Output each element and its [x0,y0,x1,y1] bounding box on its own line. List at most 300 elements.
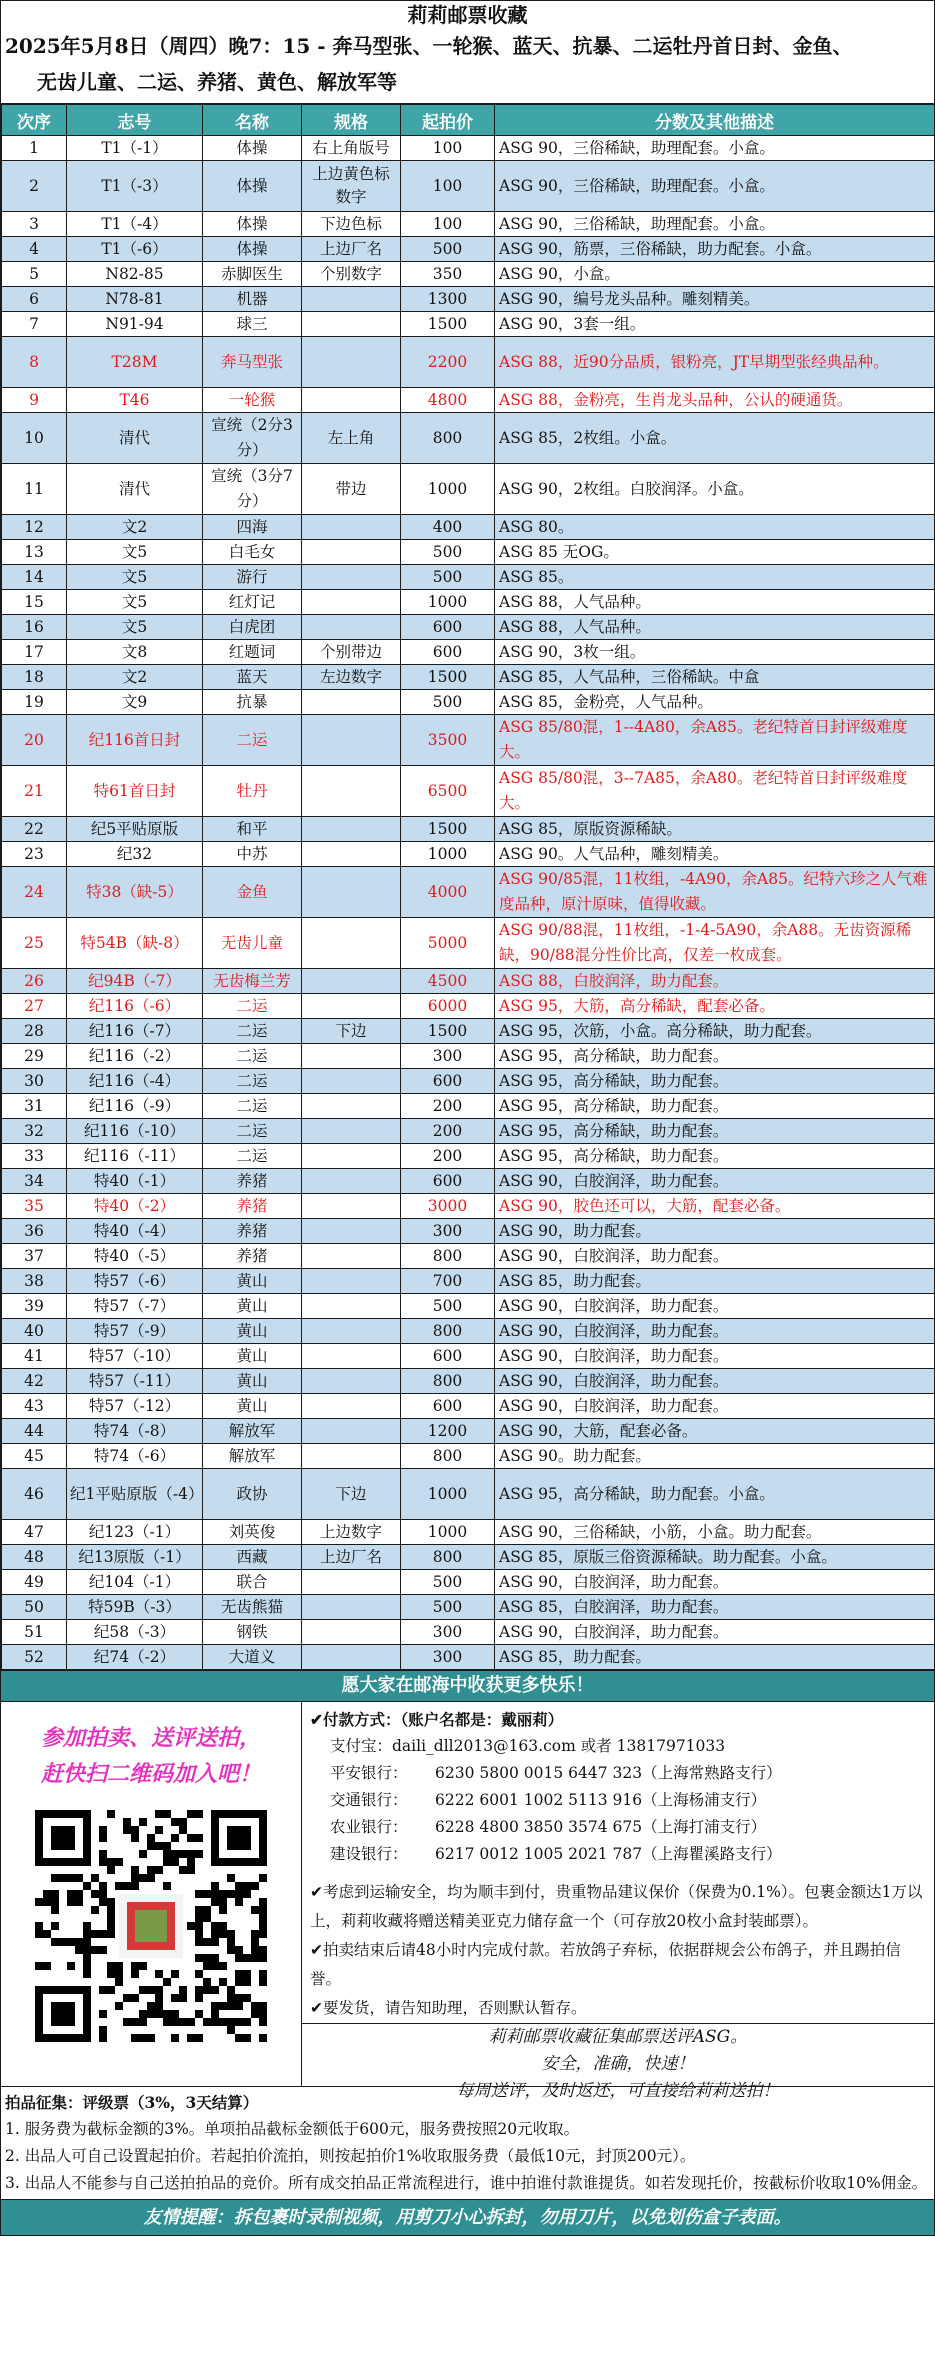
lot-start-price: 500 [401,540,495,565]
lot-start-price: 200 [401,1144,495,1169]
lot-start-price: 500 [401,565,495,590]
lot-name: 和平 [203,817,302,842]
column-header-spec: 规格 [302,105,401,136]
alipay-line: 支付宝：daili_dll2013@163.com 或者 13817971033 [330,1737,726,1755]
lot-description: ASG 88，金粉亮，生肖龙头品种，公认的硬通货。 [495,388,935,413]
lot-number: 44 [2,1419,67,1444]
lot-start-price: 1500 [401,817,495,842]
lot-spec [302,1394,401,1419]
lot-description: ASG 90/88混，11枚组，-1-4-5A90，余A88。无齿资源稀缺，90/88混分性价比高，仅差一枚成套。 [495,918,935,969]
lot-code: 纪1平贴原版（-4） [67,1469,203,1520]
lot-spec [302,1570,401,1595]
lot-code: 纪116（-10） [67,1119,203,1144]
lot-name: 一轮猴 [203,388,302,413]
lot-spec [302,842,401,867]
lot-spec [302,766,401,817]
lot-code: 纪58（-3） [67,1620,203,1645]
lot-description: ASG 90。人气品种，雕刻精美。 [495,842,935,867]
lot-name: 红题词 [203,640,302,665]
lot-start-price: 1000 [401,1469,495,1520]
lot-code: T1（-1） [67,136,203,161]
lot-start-price: 600 [401,615,495,640]
lot-description: ASG 90/85混，11枚组，-4A90，余A85。纪特六珍之人气难度品种，原汁原味，值得收藏。 [495,867,935,918]
lot-name: 养猪 [203,1169,302,1194]
lot-spec: 下边 [302,1469,401,1520]
lot-spec [302,1094,401,1119]
table-row [2,262,935,287]
lot-name: 刘英俊 [203,1520,302,1545]
lot-code: 纪116（-7） [67,1019,203,1044]
lot-start-price: 600 [401,640,495,665]
lot-start-price: 1300 [401,287,495,312]
lot-description: ASG 88，白胶润泽，助力配套。 [495,969,935,994]
lot-name: 黄山 [203,1319,302,1344]
qr-invite-text [1,1702,301,1792]
slogan-line2: 安全，准确，快速！ [541,2054,695,2074]
lot-spec [302,615,401,640]
lot-description: ASG 85，助力配套。 [495,1269,935,1294]
lot-start-price: 3000 [401,1194,495,1219]
table-row [2,1244,935,1269]
lot-spec [302,1369,401,1394]
lot-number: 31 [2,1094,67,1119]
lot-spec: 上边厂名 [302,1545,401,1570]
lot-description: ASG 85，2枚组。小盒。 [495,413,935,464]
payment-deadline-note: ✔拍卖结束后请48小时内完成付款。若放鸽子弃标，依据群规会公布鸽子，并且踢拍信誉。 [310,1941,901,1988]
lot-spec [302,515,401,540]
bank-account: 6222 6001 1002 5113 916（上海杨浦支行） [435,1791,767,1809]
lot-description: ASG 90，白胶润泽，助力配套。 [495,1369,935,1394]
lot-code: 特57（-7） [67,1294,203,1319]
bank-label: 农业银行： [330,1818,408,1836]
lot-name: 白毛女 [203,540,302,565]
lot-code: 文5 [67,565,203,590]
table-row [2,237,935,262]
lot-name: 宣统（2分3分） [203,413,302,464]
lot-description: ASG 90，筋票，三俗稀缺，助力配套。小盒。 [495,237,935,262]
lot-number: 39 [2,1294,67,1319]
table-row [2,1545,935,1570]
table-row [2,1645,935,1670]
rules-heading: 拍品征集：评级票（3%，3天结算） [5,2093,259,2112]
lot-description: ASG 95，高分稀缺，助力配套。 [495,1094,935,1119]
lot-name: 二运 [203,994,302,1019]
lot-spec [302,565,401,590]
lot-spec [302,1269,401,1294]
lot-description: ASG 80。 [495,515,935,540]
lot-number: 6 [2,287,67,312]
lot-name: 红灯记 [203,590,302,615]
lot-name: 养猪 [203,1244,302,1269]
lot-description: ASG 85/80混，3--7A85，余A80。老纪特首日封评级难度大。 [495,766,935,817]
lot-number: 50 [2,1595,67,1620]
lot-name: 牡丹 [203,766,302,817]
table-row [2,817,935,842]
lot-number: 8 [2,337,67,388]
lot-start-price: 600 [401,1069,495,1094]
lot-name: 蓝天 [203,665,302,690]
lot-code: 特40（-1） [67,1169,203,1194]
lot-description: ASG 88，人气品种。 [495,590,935,615]
lot-spec [302,1620,401,1645]
lots-table [1,104,935,1670]
lot-code: 特40（-5） [67,1244,203,1269]
lot-description: ASG 95，高分稀缺，助力配套。 [495,1119,935,1144]
lot-spec [302,994,401,1019]
lot-description: ASG 85，助力配套。 [495,1645,935,1670]
lot-start-price: 200 [401,1119,495,1144]
lot-description: ASG 90，助力配套。 [495,1219,935,1244]
table-row [2,1294,935,1319]
lot-start-price: 6500 [401,766,495,817]
lot-code: 纪123（-1） [67,1520,203,1545]
lot-start-price: 2200 [401,337,495,388]
table-row [2,918,935,969]
lot-spec [302,1069,401,1094]
lot-start-price: 6000 [401,994,495,1019]
lot-spec: 左上角 [302,413,401,464]
table-row [2,1319,935,1344]
lot-code: 特54B（缺-8） [67,918,203,969]
table-row [2,690,935,715]
header [1,1,934,104]
lot-name: 金鱼 [203,867,302,918]
lot-name: 养猪 [203,1219,302,1244]
lot-number: 27 [2,994,67,1019]
lot-description: ASG 95，次筋，小盒。高分稀缺，助力配套。 [495,1019,935,1044]
table-row [2,464,935,515]
lot-start-price: 5000 [401,918,495,969]
lot-description: ASG 90，白胶润泽，助力配套。 [495,1394,935,1419]
lot-code: N78-81 [67,287,203,312]
lot-code: 纪13原版（-1） [67,1545,203,1570]
lot-start-price: 300 [401,1219,495,1244]
slogan-line1: 莉莉邮票收藏征集邮票送评ASG。 [488,2027,748,2047]
lot-spec [302,690,401,715]
lot-number: 14 [2,565,67,590]
lot-number: 9 [2,388,67,413]
lot-start-price: 500 [401,1294,495,1319]
qr-code-icon [35,1810,267,2042]
lot-code: 文9 [67,690,203,715]
lot-spec [302,388,401,413]
lot-spec [302,1194,401,1219]
lot-code: 纪116（-11） [67,1144,203,1169]
lot-code: 文2 [67,665,203,690]
lot-name: 二运 [203,1144,302,1169]
lot-description: ASG 90，三俗稀缺，助理配套。小盒。 [495,161,935,212]
lot-number: 51 [2,1620,67,1645]
lot-start-price: 600 [401,1394,495,1419]
table-body [2,136,935,1670]
lot-number: 3 [2,212,67,237]
lot-name: 无齿梅兰芳 [203,969,302,994]
lot-description: ASG 90，三俗稀缺，助理配套。小盒。 [495,136,935,161]
lot-spec [302,867,401,918]
lot-number: 19 [2,690,67,715]
lot-spec [302,1419,401,1444]
lot-name: 黄山 [203,1394,302,1419]
lot-spec [302,1595,401,1620]
lot-name: 奔马型张 [203,337,302,388]
lot-spec: 下边 [302,1019,401,1044]
lot-code: 文8 [67,640,203,665]
lot-number: 41 [2,1344,67,1369]
lot-number: 17 [2,640,67,665]
lot-start-price: 1200 [401,1419,495,1444]
lot-name: 球三 [203,312,302,337]
lot-spec [302,715,401,766]
lot-name: 赤脚医生 [203,262,302,287]
table-row [2,994,935,1019]
lot-name: 体操 [203,237,302,262]
table-row [2,1069,935,1094]
table-row [2,1444,935,1469]
table-row [2,715,935,766]
lot-number: 52 [2,1645,67,1670]
lot-start-price: 800 [401,1319,495,1344]
lot-code: 特59B（-3） [67,1595,203,1620]
lot-name: 四海 [203,515,302,540]
table-row [2,1419,935,1444]
lot-number: 12 [2,515,67,540]
lot-name: 二运 [203,1094,302,1119]
lot-start-price: 600 [401,1169,495,1194]
lot-description: ASG 85，人气品种，三俗稀缺。中盒 [495,665,935,690]
lot-description: ASG 90，白胶润泽，助力配套。 [495,1169,935,1194]
column-header-no: 次序 [2,105,67,136]
lot-start-price: 500 [401,1570,495,1595]
lot-description: ASG 95，高分稀缺，助力配套。 [495,1044,935,1069]
table-row [2,337,935,388]
lot-description: ASG 85，原版资源稀缺。 [495,817,935,842]
greeting-banner: 愿大家在邮海中收获更多快乐！ [1,1670,934,1701]
lot-name: 抗暴 [203,690,302,715]
lot-code: 清代 [67,413,203,464]
lot-number: 34 [2,1169,67,1194]
lot-code: 纪116（-6） [67,994,203,1019]
table-row [2,766,935,817]
lot-start-price: 800 [401,413,495,464]
lot-number: 2 [2,161,67,212]
lot-start-price: 400 [401,515,495,540]
slogan-line3: 每周送评，及时返还，可直接给莉莉送拍！ [456,2081,780,2101]
lot-code: N82-85 [67,262,203,287]
lot-code: 特40（-4） [67,1219,203,1244]
lot-description: ASG 88，人气品种。 [495,615,935,640]
lot-spec [302,1294,401,1319]
lot-start-price: 300 [401,1044,495,1069]
lot-name: 体操 [203,212,302,237]
lot-name: 联合 [203,1570,302,1595]
lot-number: 7 [2,312,67,337]
lot-name: 体操 [203,136,302,161]
lot-code: 特61首日封 [67,766,203,817]
lot-name: 黄山 [203,1294,302,1319]
bank-row [310,1841,926,1868]
lot-spec [302,287,401,312]
lot-description: ASG 90，胶色还可以，大筋，配套必备。 [495,1194,935,1219]
lot-name: 体操 [203,161,302,212]
lot-start-price: 300 [401,1620,495,1645]
lot-number: 23 [2,842,67,867]
lot-name: 二运 [203,1019,302,1044]
lot-start-price: 4500 [401,969,495,994]
lot-code: 文5 [67,590,203,615]
lot-name: 养猪 [203,1194,302,1219]
lot-number: 10 [2,413,67,464]
lot-description: ASG 85 无OG。 [495,540,935,565]
lot-number: 28 [2,1019,67,1044]
lot-number: 43 [2,1394,67,1419]
qr-code[interactable] [35,1810,267,2042]
table-row [2,590,935,615]
lot-code: 特40（-2） [67,1194,203,1219]
lot-name: 钢铁 [203,1620,302,1645]
lot-number: 32 [2,1119,67,1144]
lot-start-price: 500 [401,237,495,262]
lot-number: 49 [2,1570,67,1595]
lot-start-price: 300 [401,1645,495,1670]
bank-account: 6228 4800 3850 3574 675（上海打浦支行） [435,1818,767,1836]
lot-description: ASG 85，原版三俗资源稀缺。助力配套。小盒。 [495,1545,935,1570]
table-row [2,1144,935,1169]
lot-number: 45 [2,1444,67,1469]
lot-code: T1（-4） [67,212,203,237]
lot-code: 特57（-11） [67,1369,203,1394]
table-row [2,1595,935,1620]
lot-code: 特57（-9） [67,1319,203,1344]
table-row [2,161,935,212]
bank-account: 6217 0012 1005 2021 787（上海瞿溪路支行） [435,1845,782,1863]
table-row [2,1344,935,1369]
table-row [2,1394,935,1419]
lot-start-price: 1500 [401,665,495,690]
lot-start-price: 100 [401,136,495,161]
rule-item: 1. 服务费为截标金额的3%。单项拍品截标金额低于600元，服务费按照20元收取。 [5,2120,580,2138]
lot-code: 纪74（-2） [67,1645,203,1670]
lot-number: 30 [2,1069,67,1094]
lot-name: 二运 [203,1044,302,1069]
lot-start-price: 800 [401,1545,495,1570]
qr-invite-line1: 参加拍卖、送评送拍， [40,1725,261,1751]
lot-start-price: 100 [401,161,495,212]
lot-description: ASG 90，白胶润泽，助力配套。 [495,1570,935,1595]
bank-label: 平安银行： [330,1764,408,1782]
table-row [2,312,935,337]
lot-start-price: 500 [401,1595,495,1620]
column-header-desc: 分数及其他描述 [495,105,935,136]
table-row [2,287,935,312]
lot-code: 特38（缺-5） [67,867,203,918]
lot-spec: 左边数字 [302,665,401,690]
lot-number: 11 [2,464,67,515]
lot-code: 纪116（-9） [67,1094,203,1119]
lot-spec [302,337,401,388]
lot-number: 47 [2,1520,67,1545]
lot-spec [302,1319,401,1344]
payment-heading: ✔付款方式：（账户名都是：戴丽莉） [310,1710,564,1729]
lot-number: 42 [2,1369,67,1394]
lot-code: 特74（-6） [67,1444,203,1469]
auction-items-line: 无齿儿童、二运、养猪、黄色、解放军等 [37,70,397,94]
lot-code: N91-94 [67,312,203,337]
table-row [2,1219,935,1244]
auction-date-line: 2025年5月8日（周四）晚7：15 - 奔马型张、一轮猴、蓝天、抗暴、二运牡丹首日封、金鱼、 [5,34,853,58]
table-row [2,1169,935,1194]
lot-spec [302,1219,401,1244]
lot-code: 纪116首日封 [67,715,203,766]
lot-number: 18 [2,665,67,690]
lot-spec: 上边黄色标数字 [302,161,401,212]
table-row [2,540,935,565]
table-row [2,1369,935,1394]
table-row [2,1044,935,1069]
lot-number: 13 [2,540,67,565]
lot-number: 25 [2,918,67,969]
lot-start-price: 1500 [401,312,495,337]
lot-spec [302,312,401,337]
table-row [2,1019,935,1044]
lot-number: 48 [2,1545,67,1570]
lot-start-price: 1000 [401,842,495,867]
lot-code: 纪32 [67,842,203,867]
table-row [2,969,935,994]
lot-spec [302,540,401,565]
lot-spec [302,1044,401,1069]
lot-code: 纪5平贴原版 [67,817,203,842]
lot-number: 38 [2,1269,67,1294]
lot-number: 24 [2,867,67,918]
lot-description: ASG 90，白胶润泽，助力配套。 [495,1294,935,1319]
lot-start-price: 1500 [401,1019,495,1044]
lot-description: ASG 95，大筋，高分稀缺，配套必备。 [495,994,935,1019]
lot-description: ASG 85。 [495,565,935,590]
lot-description: ASG 90，编号龙头品种。雕刻精美。 [495,287,935,312]
lot-number: 21 [2,766,67,817]
lot-description: ASG 90，白胶润泽，助力配套。 [495,1620,935,1645]
lot-name: 黄山 [203,1344,302,1369]
info-section [1,1701,934,2101]
lot-code: 特74（-8） [67,1419,203,1444]
bank-account: 6230 5800 0015 6447 323（上海常熟路支行） [435,1764,782,1782]
lot-number: 33 [2,1144,67,1169]
lot-spec: 下边色标 [302,212,401,237]
lot-name: 二运 [203,1069,302,1094]
lot-spec: 上边数字 [302,1520,401,1545]
table-row [2,565,935,590]
lot-name: 二运 [203,1119,302,1144]
lot-description: ASG 90，白胶润泽，助力配套。 [495,1244,935,1269]
lot-description: ASG 90，3枚一组。 [495,640,935,665]
lot-spec: 右上角版号 [302,136,401,161]
lot-description: ASG 95，高分稀缺，助力配套。 [495,1069,935,1094]
lot-name: 白虎团 [203,615,302,640]
bank-label: 建设银行： [330,1845,408,1863]
lot-spec [302,1169,401,1194]
lot-description: ASG 90。助力配套。 [495,1444,935,1469]
lot-number: 26 [2,969,67,994]
lot-description: ASG 90，三俗稀缺，助理配套。小盒。 [495,212,935,237]
bank-row [310,1787,926,1814]
lot-spec [302,1344,401,1369]
lot-spec: 个别数字 [302,262,401,287]
lot-name: 解放军 [203,1444,302,1469]
table-row [2,136,935,161]
lot-code: 纪116（-4） [67,1069,203,1094]
lot-start-price: 4800 [401,388,495,413]
bank-row [310,1814,926,1841]
